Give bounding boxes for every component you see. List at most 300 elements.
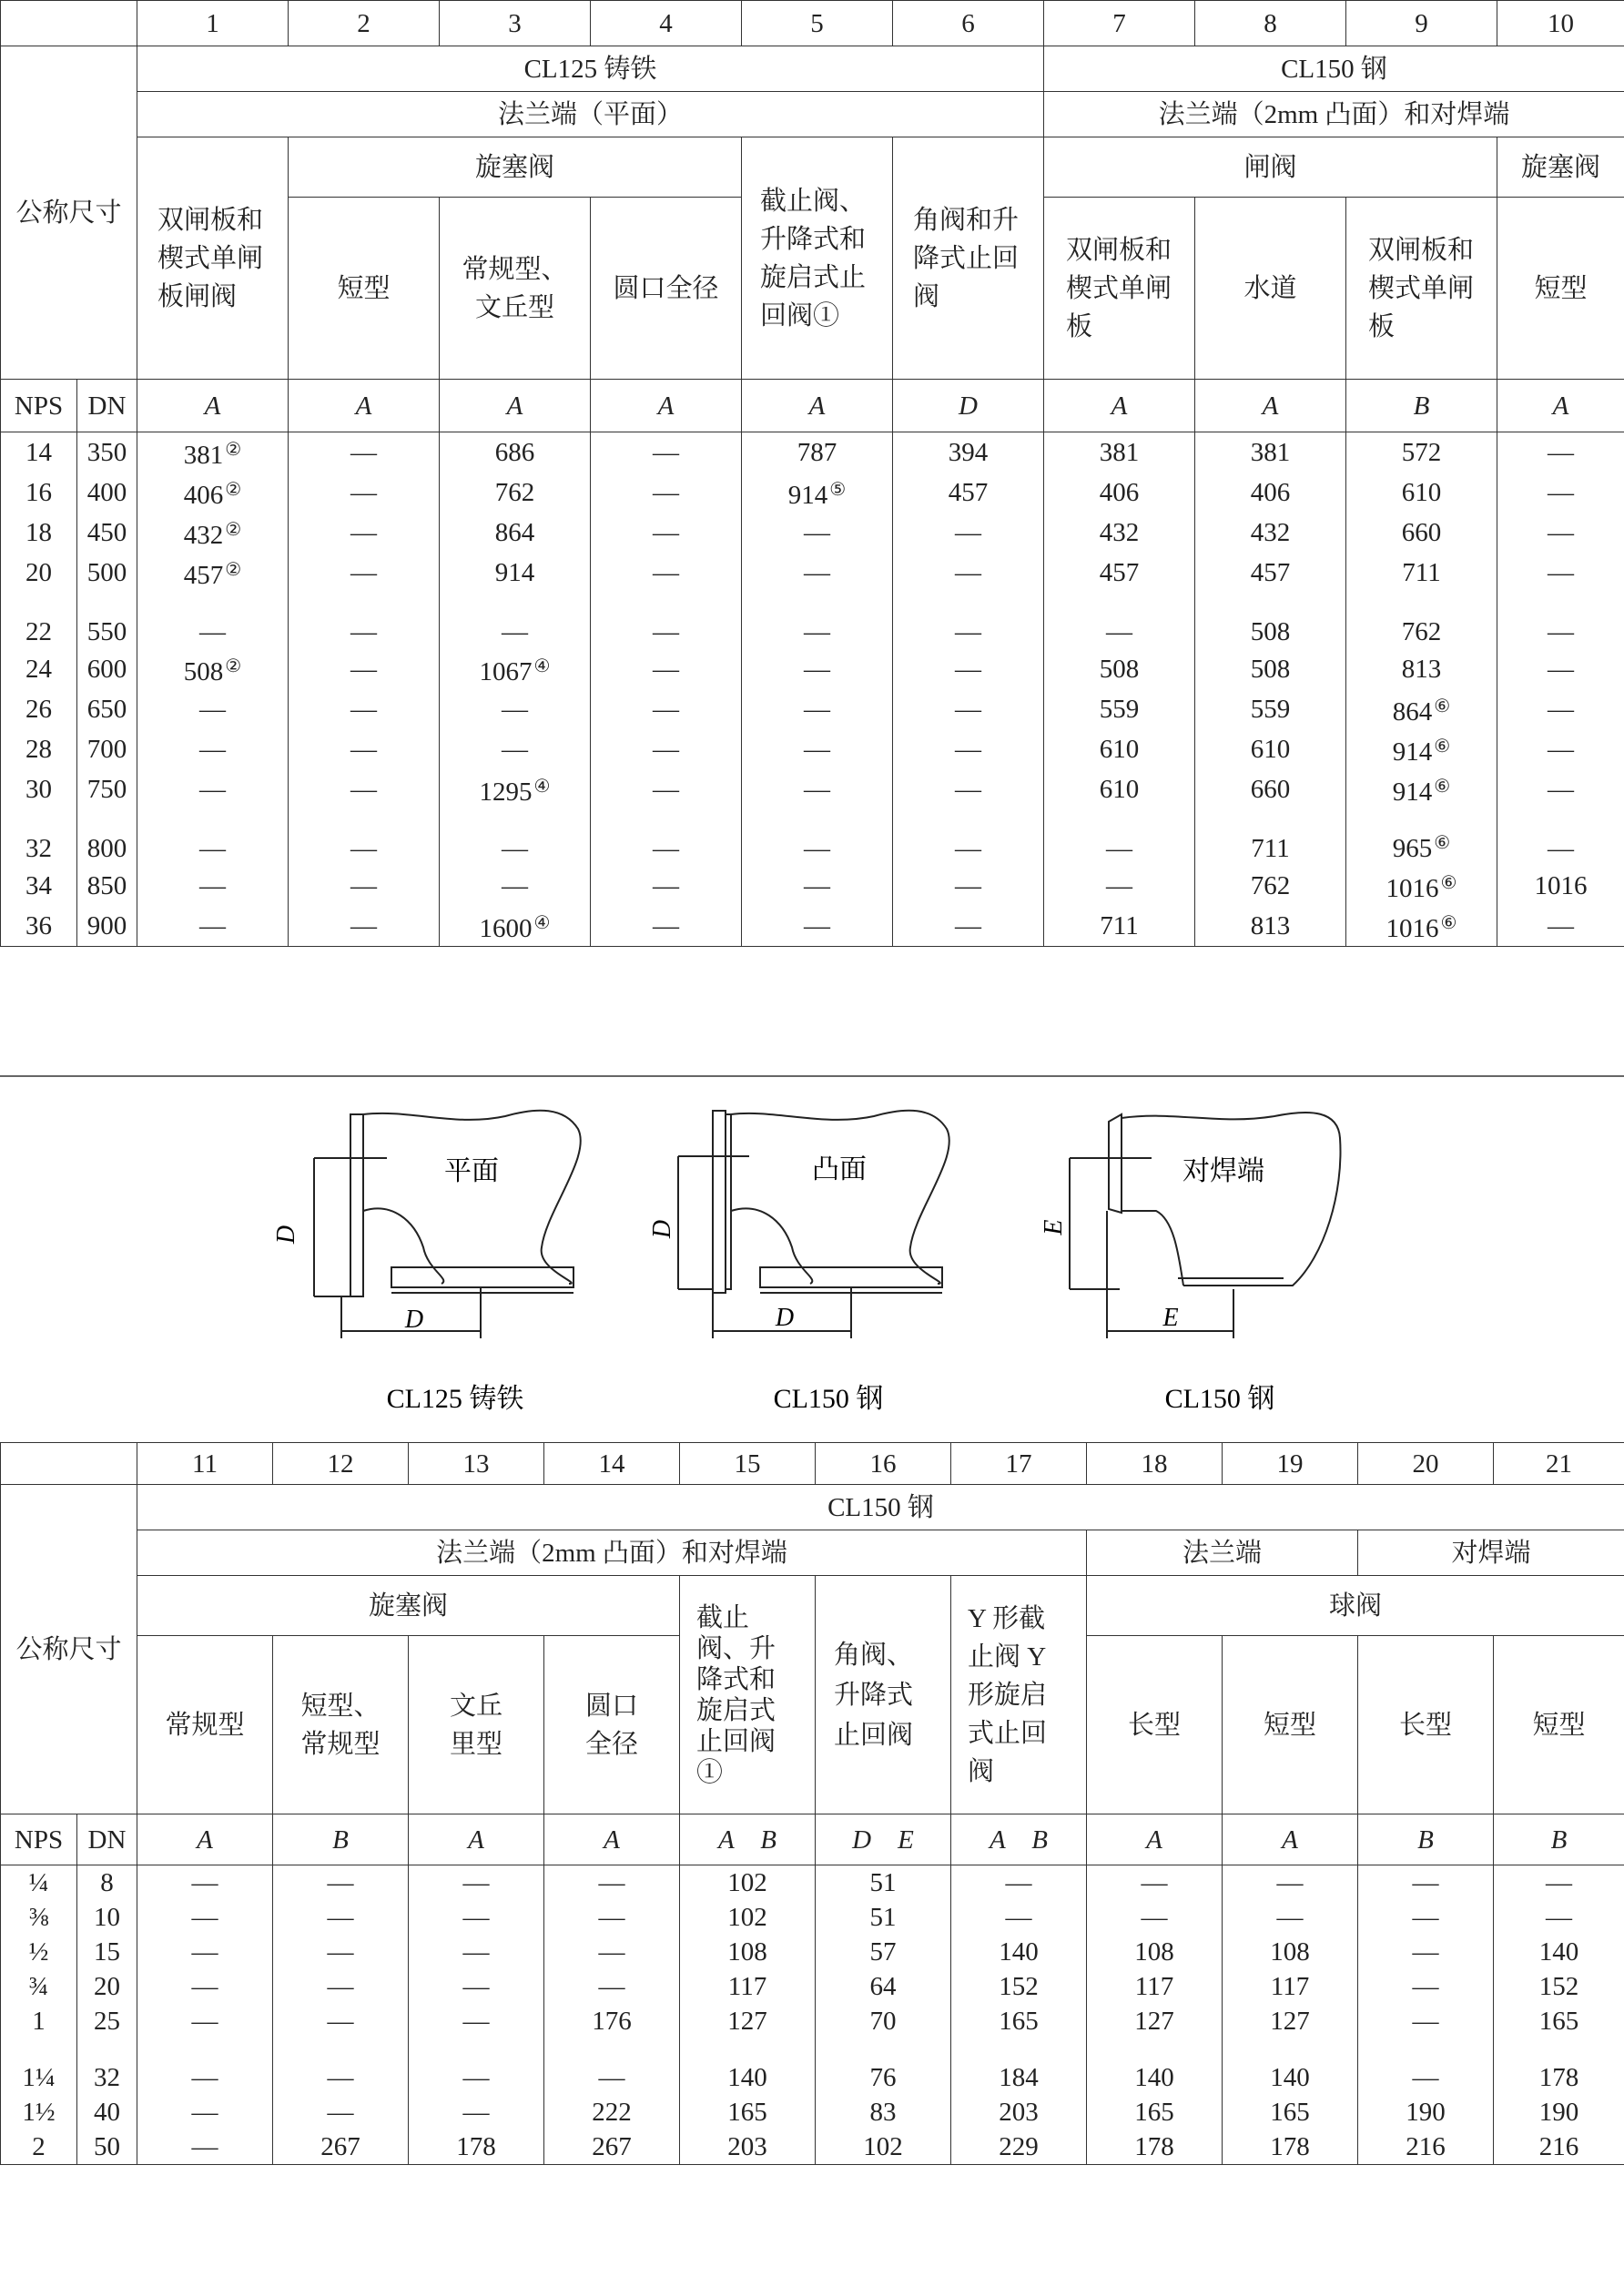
value-cell: 165 (1223, 2095, 1358, 2129)
value-cell: 102 (680, 1900, 816, 1935)
value-cell: 117 (680, 1969, 816, 2004)
nps-cell: 16 (1, 473, 77, 513)
value-cell (137, 432, 289, 473)
nps-cell: 34 (1, 866, 77, 906)
value-cell (289, 553, 440, 593)
cell-value: — (350, 558, 377, 587)
cell-value: 1016 (1534, 871, 1588, 900)
dim-letter: A B (951, 1814, 1087, 1865)
nps-cell: 1¼ (1, 2038, 77, 2095)
cell-value: — (199, 911, 226, 940)
cell-value: — (653, 478, 679, 507)
header-venturi: 文丘里型 (409, 1636, 544, 1814)
cell-value: — (804, 617, 830, 646)
cell-value: — (653, 775, 679, 804)
cell-value: — (502, 617, 528, 646)
footnote-mark: ② (225, 656, 242, 676)
valve-dimension-table-2 (0, 1442, 1624, 2165)
value-cell (742, 866, 893, 906)
table-row (1, 689, 1624, 729)
end-type-raised-2: 法兰端（2mm 凸面）和对焊端 (137, 1530, 1087, 1576)
cell-value: — (1548, 775, 1574, 804)
value-cell: — (409, 1969, 544, 2004)
value-cell: — (544, 1900, 680, 1935)
footnote-mark: ⑥ (1440, 873, 1457, 893)
table-row (1, 1935, 1624, 1969)
nps-cell: 32 (1, 809, 77, 866)
table-row (1, 809, 1624, 866)
value-cell: 267 (544, 2129, 680, 2165)
dim-letter: A (440, 380, 591, 432)
value-cell: 190 (1494, 2095, 1624, 2129)
value-cell: — (544, 1865, 680, 1901)
value-cell: — (273, 1865, 409, 1901)
cell-value: 508 (1099, 655, 1140, 684)
value-cell (591, 689, 742, 729)
cell-value: 508 (1250, 617, 1291, 646)
value-cell (137, 473, 289, 513)
value-cell: 70 (816, 2004, 951, 2038)
group-header-cl125: CL125 铸铁 (137, 46, 1044, 92)
valve-end-diagrams (0, 1074, 1624, 1442)
cell-value: 711 (1402, 558, 1441, 587)
value-cell (591, 593, 742, 649)
col-number: 14 (544, 1443, 680, 1485)
footnote-mark: ② (225, 480, 242, 500)
value-cell: — (273, 1935, 409, 1969)
nps-cell: 26 (1, 689, 77, 729)
table-row (1, 513, 1624, 553)
value-cell: 152 (1494, 1969, 1624, 2004)
nps-cell: ⅜ (1, 1900, 77, 1935)
value-cell (591, 729, 742, 769)
cell-value: — (1106, 834, 1132, 863)
cell-value: — (350, 834, 377, 863)
value-cell: 117 (1087, 1969, 1223, 2004)
cell-value: — (199, 871, 226, 900)
end-type-raised: 法兰端（2mm 凸面）和对焊端 (1044, 92, 1624, 137)
value-cell: — (951, 1900, 1087, 1935)
value-cell (1497, 593, 1624, 649)
value-cell (440, 553, 591, 593)
value-cell: — (1358, 2004, 1494, 2038)
value-cell (742, 553, 893, 593)
nps-cell: 14 (1, 432, 77, 473)
value-cell: 51 (816, 1865, 951, 1901)
cell-value: 1600 (479, 914, 533, 943)
nps-cell: 20 (1, 553, 77, 593)
cell-value: — (955, 871, 981, 900)
dim-letter: A (1497, 380, 1624, 432)
table-row (1, 432, 1624, 473)
value-cell (742, 769, 893, 809)
value-cell: 108 (1223, 1935, 1358, 1969)
header-short-2-t2: 短型 (1494, 1636, 1624, 1814)
dim-letter: A (1223, 1814, 1358, 1865)
value-cell (289, 593, 440, 649)
footnote-mark: ⑥ (1434, 737, 1451, 757)
dim-letter: A (591, 380, 742, 432)
cell-value: — (502, 871, 528, 900)
corner-cell (1, 1, 137, 46)
dn-cell: 40 (77, 2095, 137, 2129)
cell-value: — (199, 834, 226, 863)
header-y-valve: Y 形截止阀 Y 形旋启式止回阀 (951, 1576, 1087, 1814)
value-cell (893, 729, 1044, 769)
value-cell: — (1087, 1865, 1223, 1901)
col-number: 12 (273, 1443, 409, 1485)
cell-value: — (653, 655, 679, 684)
footnote-mark: ⑥ (1434, 777, 1451, 797)
header-plug-valve-2: 旋塞阀 (1497, 137, 1624, 198)
value-cell (1346, 513, 1497, 553)
value-cell (1195, 513, 1346, 553)
value-cell (1044, 432, 1195, 473)
value-cell: 178 (1087, 2129, 1223, 2165)
cell-value: — (1548, 911, 1574, 940)
value-cell (1346, 769, 1497, 809)
cell-value: — (1548, 834, 1574, 863)
value-cell (893, 473, 1044, 513)
value-cell: — (1358, 2038, 1494, 2095)
value-cell: — (137, 2095, 273, 2129)
label-flat-face: 平面 (444, 1156, 499, 1186)
value-cell (137, 769, 289, 809)
cell-value: — (350, 695, 377, 724)
cell-value: — (955, 558, 981, 587)
value-cell (1346, 649, 1497, 689)
value-cell (1195, 809, 1346, 866)
header-plug-valve-t2: 旋塞阀 (137, 1576, 680, 1636)
column-number-row-2 (1, 1443, 1624, 1485)
value-cell: 140 (680, 2038, 816, 2095)
value-cell: — (273, 2004, 409, 2038)
value-cell: 216 (1358, 2129, 1494, 2165)
nps-cell: ½ (1, 1935, 77, 1969)
value-cell: 140 (1223, 2038, 1358, 2095)
value-cell (1195, 689, 1346, 729)
value-cell: 222 (544, 2095, 680, 2129)
dn-cell: 700 (77, 729, 137, 769)
cell-value: 914 (1392, 778, 1433, 807)
cell-value: — (804, 871, 830, 900)
value-cell (289, 809, 440, 866)
value-cell: — (1358, 1969, 1494, 2004)
cell-value: 914 (1392, 737, 1433, 767)
col-number: 9 (1346, 1, 1497, 46)
dim-letter: A (1087, 1814, 1223, 1865)
value-cell (591, 513, 742, 553)
value-cell (742, 473, 893, 513)
table1-body (1, 432, 1624, 947)
caption-cl150-a: CL150 钢 (773, 1384, 884, 1414)
header-short-2: 短型 (1497, 198, 1624, 380)
value-cell: — (1358, 1865, 1494, 1901)
cell-value: 686 (494, 438, 535, 467)
cell-value: 406 (1250, 478, 1291, 507)
nps-cell: 18 (1, 513, 77, 553)
header-ball-valve: 球阀 (1087, 1576, 1624, 1636)
value-cell: — (137, 1900, 273, 1935)
dim-letter: B (1346, 380, 1497, 432)
nps-cell: 22 (1, 593, 77, 649)
value-cell: — (137, 2038, 273, 2095)
value-cell: 108 (1087, 1935, 1223, 1969)
cell-value: — (955, 655, 981, 684)
header-globe-check-t2: 截止阀、升降式和旋启式止回阀① (680, 1576, 816, 1814)
value-cell (440, 769, 591, 809)
cell-value: 813 (1401, 655, 1442, 684)
value-cell (1195, 473, 1346, 513)
dim-letter: A (742, 380, 893, 432)
cell-value: 381 (183, 441, 224, 470)
cell-value: 406 (183, 481, 224, 510)
table-row (1, 2129, 1624, 2165)
value-cell: — (1223, 1865, 1358, 1901)
value-cell: — (1494, 1865, 1624, 1901)
value-cell: — (544, 1969, 680, 2004)
col-number: 15 (680, 1443, 816, 1485)
cell-value: 457 (948, 478, 989, 507)
cell-value: 864 (1392, 697, 1433, 727)
value-cell (1497, 809, 1624, 866)
value-cell (1497, 689, 1624, 729)
cell-value: — (653, 617, 679, 646)
cell-value: 381 (1099, 438, 1140, 467)
cell-value: — (199, 695, 226, 724)
value-cell: 51 (816, 1900, 951, 1935)
cell-value: 508 (183, 657, 224, 686)
value-cell (1195, 593, 1346, 649)
dim-e-vertical: E (1040, 1219, 1068, 1235)
header-round-full: 圆口全径 (591, 198, 742, 380)
cell-value: — (653, 735, 679, 764)
cell-value: — (350, 438, 377, 467)
header-long: 长型 (1087, 1636, 1223, 1814)
cell-value: — (350, 735, 377, 764)
dim-letter: B (1494, 1814, 1624, 1865)
dn-cell: 500 (77, 553, 137, 593)
cell-value: — (653, 518, 679, 547)
header-double-gate-2: 双闸板和楔式单闸板 (1044, 198, 1195, 380)
cell-value: — (350, 478, 377, 507)
cell-value: — (804, 518, 830, 547)
value-cell: 140 (951, 1935, 1087, 1969)
value-cell (1044, 729, 1195, 769)
col-number: 2 (289, 1, 440, 46)
col-number: 6 (893, 1, 1044, 46)
value-cell (1044, 473, 1195, 513)
header-long-2: 长型 (1358, 1636, 1494, 1814)
cell-value: — (1548, 478, 1574, 507)
cell-value: — (350, 775, 377, 804)
table-row (1, 769, 1624, 809)
col-number: 18 (1087, 1443, 1223, 1485)
value-cell (440, 729, 591, 769)
value-cell: — (544, 1935, 680, 1969)
dim-d-horizontal-1: D (404, 1306, 424, 1334)
value-cell: — (1223, 1900, 1358, 1935)
cell-value: 432 (1099, 518, 1140, 547)
value-cell (289, 649, 440, 689)
value-cell (137, 553, 289, 593)
dn-cell: 10 (77, 1900, 137, 1935)
value-cell (137, 906, 289, 947)
value-cell (1346, 689, 1497, 729)
value-cell: 178 (409, 2129, 544, 2165)
footnote-mark: ⑥ (1434, 696, 1451, 717)
footnote-mark: ⑥ (1440, 913, 1457, 933)
value-cell (137, 866, 289, 906)
table-row (1, 473, 1624, 513)
value-cell (1346, 553, 1497, 593)
cell-value: 1016 (1385, 914, 1439, 943)
cell-value: — (804, 695, 830, 724)
table-row (1, 1969, 1624, 2004)
value-cell: — (137, 1935, 273, 1969)
table-row (1, 649, 1624, 689)
footnote-mark: ② (225, 440, 242, 460)
value-cell: — (409, 1865, 544, 1901)
value-cell (1195, 729, 1346, 769)
value-cell: — (409, 1900, 544, 1935)
value-cell (1044, 769, 1195, 809)
header-angle-check-t2: 角阀、升降式止回阀 (816, 1576, 951, 1814)
caption-cl125: CL125 铸铁 (386, 1384, 524, 1414)
cell-value: 1067 (479, 657, 533, 686)
cell-value: 864 (494, 518, 535, 547)
value-cell (893, 689, 1044, 729)
value-cell (1044, 513, 1195, 553)
nominal-size-header-2: 公称尺寸 (1, 1485, 137, 1814)
cell-value: 406 (1099, 478, 1140, 507)
value-cell (289, 769, 440, 809)
cell-value: 432 (1250, 518, 1291, 547)
cell-value: — (955, 617, 981, 646)
cell-value: — (804, 735, 830, 764)
value-cell: 165 (951, 2004, 1087, 2038)
dn-cell: 650 (77, 689, 137, 729)
cell-value: — (1106, 617, 1132, 646)
cell-value: 762 (1401, 617, 1442, 646)
value-cell (1346, 866, 1497, 906)
cell-value: — (199, 735, 226, 764)
value-cell (1346, 432, 1497, 473)
col-number: 21 (1494, 1443, 1624, 1485)
value-cell (742, 432, 893, 473)
footnote-mark: ⑤ (829, 480, 847, 500)
cell-value: 559 (1250, 695, 1291, 724)
value-cell: — (137, 1969, 273, 2004)
value-cell (591, 432, 742, 473)
header-regular-venturi: 常规型、文丘型 (440, 198, 591, 380)
col-number: 1 (137, 1, 289, 46)
value-cell (742, 906, 893, 947)
cell-value: 508 (1250, 655, 1291, 684)
value-cell: 229 (951, 2129, 1087, 2165)
cell-value: 394 (948, 438, 989, 467)
footnote-mark: ④ (533, 777, 551, 797)
value-cell (893, 649, 1044, 689)
cell-value: 914 (494, 558, 535, 587)
table-row (1, 2095, 1624, 2129)
cell-value: — (350, 617, 377, 646)
dn-cell: 20 (77, 1969, 137, 2004)
dn-cell: 350 (77, 432, 137, 473)
nps-cell: 1 (1, 2004, 77, 2038)
group-header-cl150-2: CL150 钢 (137, 1485, 1624, 1530)
value-cell: — (137, 2129, 273, 2165)
value-cell (742, 649, 893, 689)
value-cell (742, 729, 893, 769)
nps-header: NPS (1, 380, 77, 432)
valve-end-figure (0, 1074, 1624, 1442)
end-type-flat: 法兰端（平面） (137, 92, 1044, 137)
dim-letter: A (1044, 380, 1195, 432)
value-cell (289, 729, 440, 769)
cell-value: — (955, 911, 981, 940)
cell-value: 813 (1250, 911, 1291, 940)
value-cell (893, 432, 1044, 473)
cell-value: — (350, 655, 377, 684)
cell-value: 457 (1250, 558, 1291, 587)
dn-cell: 15 (77, 1935, 137, 1969)
cell-value: — (199, 775, 226, 804)
cell-value: 381 (1250, 438, 1291, 467)
value-cell (1195, 649, 1346, 689)
cell-value: — (1548, 617, 1574, 646)
value-cell (742, 809, 893, 866)
cell-value: 914 (787, 481, 828, 510)
cell-value: 559 (1099, 695, 1140, 724)
value-cell (1044, 906, 1195, 947)
value-cell (1346, 593, 1497, 649)
value-cell (1195, 866, 1346, 906)
cell-value: — (1548, 558, 1574, 587)
table-row (1, 866, 1624, 906)
footnote-mark: ⑥ (1434, 833, 1451, 853)
cell-value: — (502, 735, 528, 764)
column-number-row (1, 1, 1624, 46)
value-cell: — (273, 1969, 409, 2004)
value-cell: — (137, 1865, 273, 1901)
dim-letter: A (1195, 380, 1346, 432)
cell-value: — (955, 775, 981, 804)
dn-cell: 450 (77, 513, 137, 553)
dn-cell: 600 (77, 649, 137, 689)
dim-d-vertical-1: D (272, 1225, 300, 1245)
value-cell (1044, 593, 1195, 649)
footnote-mark: ② (225, 560, 242, 580)
value-cell: 267 (273, 2129, 409, 2165)
value-cell: — (1358, 1935, 1494, 1969)
value-cell (591, 649, 742, 689)
dn-cell: 900 (77, 906, 137, 947)
value-cell (137, 689, 289, 729)
cell-value: 787 (797, 438, 837, 467)
cell-value: — (199, 617, 226, 646)
value-cell: 178 (1494, 2038, 1624, 2095)
cell-value: 1016 (1385, 874, 1439, 903)
header-round-full-t2: 圆口全径 (544, 1636, 680, 1814)
value-cell (1497, 553, 1624, 593)
header-plug-valve: 旋塞阀 (289, 137, 742, 198)
value-cell: 152 (951, 1969, 1087, 2004)
value-cell (742, 689, 893, 729)
header-double-gate: 双闸板和楔式单闸板闸阀 (137, 137, 289, 380)
cell-value: 610 (1250, 735, 1291, 764)
value-cell (1044, 866, 1195, 906)
